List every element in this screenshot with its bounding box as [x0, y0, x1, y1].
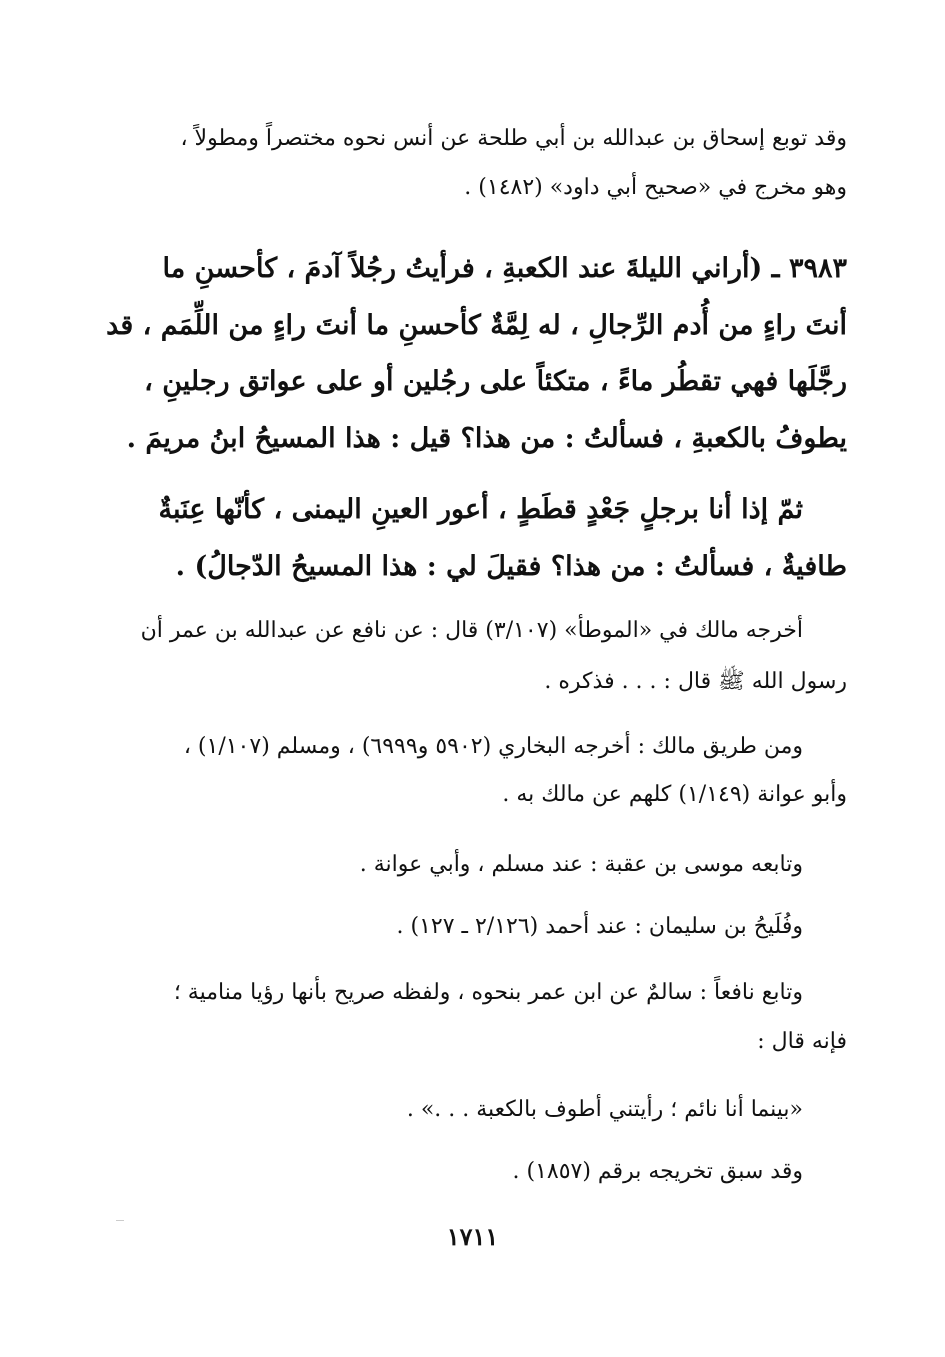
hadith-line-2: أنتَ راءٍ من أُدم الرِّجالِ ، له لِمَّةٌ كأحسنِ ما أنتَ راءٍ من اللِّمَم ، قد	[106, 310, 847, 341]
takhrij-p2-line-1: ومن طريق مالك : أخرجه البخاري (٥٩٠٢ و٦٩٩٩) ، ومسلم (١/١٠٧) ،	[183, 734, 803, 759]
paragraph-1-line-2: وهو مخرج في «صحيح أبي داود» (١٤٨٢) .	[464, 175, 847, 200]
takhrij-p1-line-2: رسول الله ﷺ قال : . . . فذكره .	[544, 669, 847, 694]
hadith-line-3: رجَّلَها فهي تقطُر ماءً ، متكئاً على رجُلين أو على عواتق رجلينِ ،	[144, 366, 847, 397]
hadith-line-4: يطوفُ بالكعبةِ ، فسألتُ : من هذا؟ قيل : هذا المسيحُ ابنُ مريمَ .	[126, 423, 847, 454]
takhrij-p4: وفُلَيحُ بن سليمان : عند أحمد (٢/١٢٦ ـ ١٢٧) .	[396, 914, 803, 939]
hadith-line-6: طافيةٌ ، فسألتُ : من هذا؟ فقيلَ لي : هذا المسيحُ الدّجالُ) .	[175, 551, 847, 582]
takhrij-p7: وقد سبق تخريجه برقم (١٨٥٧) .	[512, 1159, 803, 1184]
takhrij-p1-line-1: أخرجه مالك في «الموطأ» (٣/١٠٧) قال : عن نافع عن عبدالله بن عمر أن	[140, 618, 803, 643]
page-number: ١٧١١	[446, 1222, 499, 1251]
scan-mark	[116, 1220, 124, 1221]
takhrij-p5-line-1: وتابع نافعاً : سالمٌ عن ابن عمر بنحوه ، ولفظه صريح بأنها رؤيا منامية ؛	[173, 980, 803, 1005]
paragraph-1-line-1: وقد توبع إسحاق بن عبدالله بن أبي طلحة عن أنس نحوه مختصراً ومطولاً ،	[180, 126, 847, 151]
takhrij-p3: وتابعه موسى بن عقبة : عند مسلم ، وأبي عوانة .	[359, 852, 803, 877]
takhrij-p6: «بينما أنا نائم ؛ رأيتني أطوف بالكعبة . . .» .	[406, 1097, 803, 1122]
takhrij-p5-line-2: فإنه قال :	[757, 1029, 847, 1054]
hadith-line-5: ثمّ إذا أنا برجلٍ جَعْدٍ قطَطٍ ، أعور العينِ اليمنى ، كأنّها عِنَبةٌ	[158, 494, 803, 525]
hadith-line-1: ٣٩٨٣ ـ (أراني الليلةَ عند الكعبةِ ، فرأيتُ رجُلاً آدمَ ، كأحسنِ ما	[162, 253, 847, 284]
takhrij-p2-line-2: وأبو عوانة (١/١٤٩) كلهم عن مالك به .	[502, 782, 847, 807]
